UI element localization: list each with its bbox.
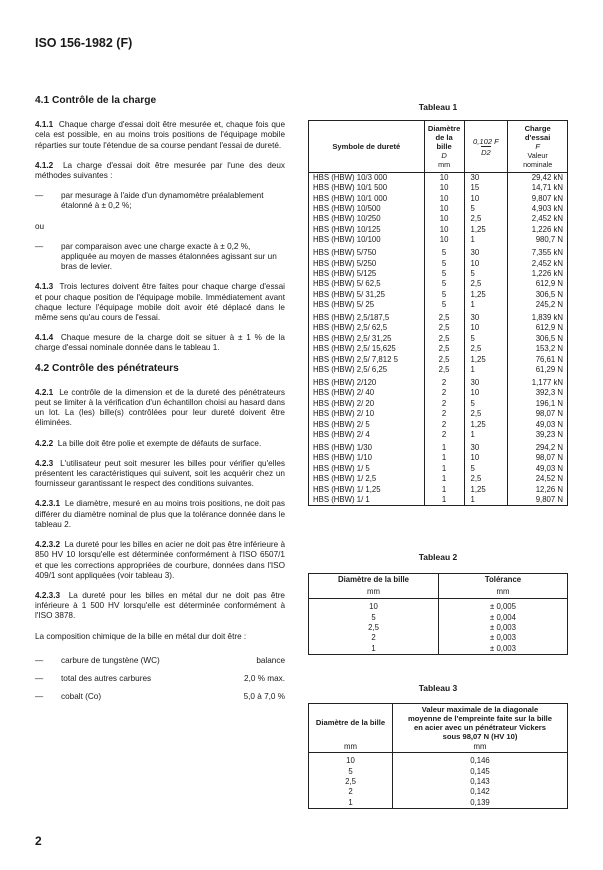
table-row xyxy=(309,173,568,184)
test-force-cell: 76,61 N xyxy=(535,354,563,364)
hardness-symbol-cell: HBS (HBW) 2/ 20 xyxy=(309,399,425,409)
table-row xyxy=(309,258,568,268)
table-row xyxy=(309,334,568,344)
ratio-cell: 30 xyxy=(464,245,508,258)
diameter-cell: 1 xyxy=(309,644,439,655)
test-force-cell: 9,807 kN xyxy=(531,193,563,203)
table1-header-charge: Charge d'essai F Valeur nominale xyxy=(508,121,568,173)
ball-diameter-cell: 1 xyxy=(424,474,464,484)
paragraph-4-2-2: 4.2.2 La bille doit être polie et exempte de défauts de surface. xyxy=(35,438,262,448)
table-row xyxy=(309,644,568,655)
table-row xyxy=(309,375,568,388)
ratio-cell: 5 xyxy=(464,464,508,474)
ratio-cell: 2,5 xyxy=(464,214,508,224)
table2-header-tolerance: Tolérance xyxy=(484,575,522,585)
table3-unit-diagonal: mm xyxy=(393,742,568,753)
hardness-symbol-cell: HBS (HBW) 5/750 xyxy=(309,245,425,258)
ratio-cell: 1 xyxy=(464,300,508,310)
hardness-symbol-cell: HBS (HBW) 5/250 xyxy=(309,258,425,268)
ball-diameter-cell: 2,5 xyxy=(424,354,464,364)
table-row xyxy=(309,798,568,809)
ratio-cell: 2,5 xyxy=(464,344,508,354)
test-force-cell: 306,5 N xyxy=(535,333,563,343)
hardness-symbol-cell: HBS (HBW) 5/ 31,25 xyxy=(309,290,425,300)
paragraph-4-1-2: 4.1.2 La charge d'essai doit être mesurée par l'une des deux méthodes suivantes : xyxy=(35,160,285,181)
left-column xyxy=(35,96,285,706)
table-row xyxy=(309,753,568,767)
table1-header-diameter: Diamètre de la bille D mm xyxy=(424,121,464,173)
table-row xyxy=(309,300,568,310)
ball-diameter-cell: 1 xyxy=(424,453,464,463)
diagonal-cell: 0,146 xyxy=(470,756,490,766)
table3-header-diagonal: Valeur maximale de la diagonale moyenne de l'empreinte faite sur la bille en acier avec un pénétrateur Vickers sous 98,07 N (HV 10) xyxy=(407,704,553,741)
hardness-symbol-cell: HBS (HBW) 2/ 40 xyxy=(309,388,425,398)
table-row xyxy=(309,440,568,453)
ratio-cell: 1,25 xyxy=(464,290,508,300)
table2-unit-diameter: mm xyxy=(309,587,439,599)
test-force-cell: 29,42 kN xyxy=(531,173,563,182)
table-row xyxy=(309,623,568,633)
hardness-symbol-cell: HBS (HBW) 2/ 5 xyxy=(309,419,425,429)
hardness-symbol-cell: HBS (HBW) 2/ 10 xyxy=(309,409,425,419)
test-force-cell: 1,226 kN xyxy=(531,224,563,234)
tolerance-cell: ± 0,003 xyxy=(490,633,516,643)
table-row xyxy=(309,495,568,506)
table1 xyxy=(308,120,568,506)
ball-diameter-cell: 2,5 xyxy=(424,334,464,344)
ball-diameter-cell: 2 xyxy=(424,409,464,419)
table-row xyxy=(309,323,568,333)
paragraph-4-2-3: 4.2.3 L'utilisateur peut soit mesurer les billes pour vérifier qu'elles présentent les caractéristiques qui suivent, soit les acquérir chez un fournisseur garantissant le respect des conditions suivantes. xyxy=(35,458,285,489)
composition-intro: La composition chimique de la bille en métal dur doit être : xyxy=(35,631,247,641)
table2-unit-row xyxy=(309,587,568,599)
ratio-cell: 1,25 xyxy=(464,225,508,235)
table2-unit-tolerance: mm xyxy=(439,587,568,599)
diameter-cell: 10 xyxy=(309,753,393,767)
test-force-cell: 2,452 kN xyxy=(531,258,563,268)
hardness-symbol-cell: HBS (HBW) 2/120 xyxy=(309,375,425,388)
ratio-cell: 30 xyxy=(464,375,508,388)
table3-header-row xyxy=(309,704,568,742)
table2 xyxy=(308,573,568,655)
ball-diameter-cell: 1 xyxy=(424,440,464,453)
test-force-cell: 49,03 N xyxy=(535,463,563,473)
ball-diameter-cell: 10 xyxy=(424,204,464,214)
ratio-cell: 2,5 xyxy=(464,409,508,419)
hardness-symbol-cell: HBS (HBW) 1/10 xyxy=(309,453,425,463)
hardness-symbol-cell: HBS (HBW) 1/ 2,5 xyxy=(309,474,425,484)
diameter-cell: 10 xyxy=(309,599,439,613)
ball-diameter-cell: 10 xyxy=(424,183,464,193)
hardness-symbol-cell: HBS (HBW) 10/1 500 xyxy=(309,183,425,193)
table2-title: Tableau 2 xyxy=(418,552,458,562)
hardness-symbol-cell: HBS (HBW) 1/ 1,25 xyxy=(309,484,425,494)
paragraph-4-2-3-3: 4.2.3.3 La dureté pour les billes en métal dur ne doit pas être inférieure à 1 500 HV lorsqu'elle est déterminée conformément à l'ISO 3878. xyxy=(35,590,285,621)
table-row xyxy=(309,204,568,214)
diagonal-cell: 0,142 xyxy=(470,787,490,797)
table-row xyxy=(309,767,568,777)
paragraph-4-2-3-1: 4.2.3.1 Le diamètre, mesuré en au moins trois positions, ne doit pas différer du diamètre nominal de plus que la tolérance donnée dans le tableau 2. xyxy=(35,499,285,529)
composition-item: — cobalt (Co) 5,0 à 7,0 % xyxy=(35,691,285,701)
table1-header-symbol: Symbole de dureté xyxy=(309,121,425,173)
test-force-cell: 7,355 kN xyxy=(531,248,563,258)
test-force-cell: 24,52 N xyxy=(535,474,563,484)
table2-header-diameter: Diamètre de la bille xyxy=(309,574,439,587)
hardness-symbol-cell: HBS (HBW) 2,5/ 31,25 xyxy=(309,334,425,344)
paragraph-4-2-3-2: 4.2.3.2 La dureté pour les billes en acier ne doit pas être inférieure à 850 HV 10 lorsqu'elle est déterminée conformément à l'ISO 6507/1 et que les corrections appropriées de courbure, données dans l'ISO 409/1 sont appliquées (voir tableau 3). xyxy=(35,540,285,580)
test-force-cell: 306,5 N xyxy=(535,289,563,299)
test-force-cell: 392,3 N xyxy=(535,388,563,398)
ball-diameter-cell: 2 xyxy=(424,399,464,409)
ball-diameter-cell: 1 xyxy=(424,484,464,494)
hardness-symbol-cell: HBS (HBW) 5/ 25 xyxy=(309,300,425,310)
table-row xyxy=(309,474,568,484)
hardness-symbol-cell: HBS (HBW) 2,5/ 62,5 xyxy=(309,323,425,333)
table-row xyxy=(309,225,568,235)
table-row xyxy=(309,613,568,623)
ratio-cell: 2,5 xyxy=(464,474,508,484)
hardness-symbol-cell: HBS (HBW) 10/100 xyxy=(309,235,425,245)
table-row xyxy=(309,290,568,300)
ratio-cell: 30 xyxy=(464,310,508,323)
table2-header-row xyxy=(309,574,568,587)
hardness-symbol-cell: HBS (HBW) 5/125 xyxy=(309,269,425,279)
diagonal-cell: 0,145 xyxy=(470,766,490,776)
ratio-cell: 1 xyxy=(464,430,508,440)
table-row xyxy=(309,344,568,354)
test-force-cell: 294,2 N xyxy=(535,443,563,453)
table-row xyxy=(309,777,568,787)
paragraph-4-1-3: 4.1.3 Trois lectures doivent être faites pour chaque charge d'essai et pour chaque position de l'équipage mobile. Immédiatement avant chaque lecture l'équipage mobile doit avoir été déplacé dans le même sens qu'au cours de l'essai. xyxy=(35,282,285,323)
diameter-cell: 2 xyxy=(309,787,393,797)
section-title-4-1: 4.1 Contrôle de la charge xyxy=(35,95,157,106)
table3-header-diameter: Diamètre de la bille xyxy=(309,704,393,742)
hardness-symbol-cell: HBS (HBW) 10/1 000 xyxy=(309,193,425,203)
ratio-cell: 5 xyxy=(464,204,508,214)
ratio-cell: 5 xyxy=(464,334,508,344)
diameter-cell: 5 xyxy=(309,613,439,623)
ball-diameter-cell: 5 xyxy=(424,290,464,300)
table-row xyxy=(309,464,568,474)
ratio-cell: 15 xyxy=(464,183,508,193)
ratio-cell: 1 xyxy=(464,365,508,375)
list-item: — par comparaison avec une charge exacte à ± 0,2 %, appliquée au moyen de masses étalonnées agissant sur un bras de levier. xyxy=(35,241,277,272)
test-force-cell: 39,23 N xyxy=(535,430,563,439)
table-row xyxy=(309,235,568,245)
test-force-cell: 98,07 N xyxy=(535,453,563,463)
list-item: — par mesurage à l'aide d'un dynamomètre préalablement étalonné à ± 0,2 %; xyxy=(35,191,264,211)
table-row xyxy=(309,484,568,494)
ball-diameter-cell: 10 xyxy=(424,235,464,245)
diagonal-cell: 0,143 xyxy=(470,777,490,787)
table-row xyxy=(309,365,568,375)
ratio-cell: 10 xyxy=(464,193,508,203)
ratio-cell: 10 xyxy=(464,258,508,268)
table-row xyxy=(309,453,568,463)
diameter-cell: 1 xyxy=(309,798,393,809)
ball-diameter-cell: 2,5 xyxy=(424,310,464,323)
hardness-symbol-cell: HBS (HBW) 2,5/187,5 xyxy=(309,310,425,323)
ball-diameter-cell: 5 xyxy=(424,269,464,279)
ball-diameter-cell: 2 xyxy=(424,430,464,440)
ball-diameter-cell: 10 xyxy=(424,173,464,184)
ball-diameter-cell: 5 xyxy=(424,300,464,310)
ratio-cell: 2,5 xyxy=(464,279,508,289)
test-force-cell: 2,452 kN xyxy=(531,214,563,224)
connector-ou: ou xyxy=(35,221,45,231)
ball-diameter-cell: 2 xyxy=(424,419,464,429)
test-force-cell: 980,7 N xyxy=(535,235,563,245)
hardness-symbol-cell: HBS (HBW) 10/125 xyxy=(309,225,425,235)
ratio-cell: 30 xyxy=(464,173,508,184)
ball-diameter-cell: 5 xyxy=(424,279,464,289)
table-row xyxy=(309,245,568,258)
diameter-cell: 5 xyxy=(309,767,393,777)
table-row xyxy=(309,430,568,440)
test-force-cell: 153,2 N xyxy=(535,344,563,354)
test-force-cell: 245,2 N xyxy=(535,300,563,310)
table-row xyxy=(309,399,568,409)
table3-title: Tableau 3 xyxy=(418,683,458,693)
hardness-symbol-cell: HBS (HBW) 2,5/ 15,625 xyxy=(309,344,425,354)
ball-diameter-cell: 5 xyxy=(424,258,464,268)
paragraph-4-2-1: 4.2.1 Le contrôle de la dimension et de la dureté des pénétrateurs peut se limiter à la vérification d'un échantillon choisi au hasard dans un lot. La (les) bille(s) contrôlées pour leur dureté doivent être éliminées. xyxy=(35,387,285,428)
test-force-cell: 61,29 N xyxy=(535,365,563,375)
section-title-4-2: 4.2 Contrôle des pénétrateurs xyxy=(35,362,179,374)
diameter-cell: 2,5 xyxy=(309,777,393,787)
ratio-cell: 10 xyxy=(464,323,508,333)
test-force-cell: 9,807 N xyxy=(535,494,563,504)
hardness-symbol-cell: HBS (HBW) 1/ 1 xyxy=(309,495,425,506)
hardness-symbol-cell: HBS (HBW) 2/ 4 xyxy=(309,430,425,440)
table1-header-row xyxy=(309,121,568,173)
ball-diameter-cell: 1 xyxy=(424,464,464,474)
ratio-cell: 5 xyxy=(464,399,508,409)
hardness-symbol-cell: HBS (HBW) 5/ 62,5 xyxy=(309,279,425,289)
test-force-cell: 612,9 N xyxy=(535,279,563,289)
ball-diameter-cell: 2 xyxy=(424,375,464,388)
hardness-symbol-cell: HBS (HBW) 1/30 xyxy=(309,440,425,453)
table3-unit-diameter: mm xyxy=(309,742,393,753)
test-force-cell: 14,71 kN xyxy=(531,183,563,193)
table1-title: Tableau 1 xyxy=(418,102,458,112)
table-row xyxy=(309,354,568,364)
table-row xyxy=(309,183,568,193)
ball-diameter-cell: 10 xyxy=(424,225,464,235)
ball-diameter-cell: 2,5 xyxy=(424,344,464,354)
test-force-cell: 98,07 N xyxy=(535,409,563,419)
ratio-cell: 30 xyxy=(464,440,508,453)
ball-diameter-cell: 2,5 xyxy=(424,365,464,375)
tolerance-cell: ± 0,003 xyxy=(490,643,516,653)
test-force-cell: 1,177 kN xyxy=(531,378,563,388)
ratio-cell: 10 xyxy=(464,388,508,398)
tolerance-cell: ± 0,003 xyxy=(490,623,516,633)
composition-item: — total des autres carbures 2,0 % max. xyxy=(35,673,285,683)
test-force-cell: 1,226 kN xyxy=(531,268,563,278)
ball-diameter-cell: 10 xyxy=(424,193,464,203)
table-row xyxy=(309,193,568,203)
test-force-cell: 196,1 N xyxy=(535,398,563,408)
tolerance-cell: ± 0,005 xyxy=(490,602,516,612)
ball-diameter-cell: 2 xyxy=(424,388,464,398)
ball-diameter-cell: 1 xyxy=(424,495,464,506)
ratio-cell: 10 xyxy=(464,453,508,463)
ball-diameter-cell: 2,5 xyxy=(424,323,464,333)
ratio-cell: 1,25 xyxy=(464,419,508,429)
ball-diameter-cell: 10 xyxy=(424,214,464,224)
hardness-symbol-cell: HBS (HBW) 10/500 xyxy=(309,204,425,214)
table-row xyxy=(309,310,568,323)
ratio-cell: 1 xyxy=(464,495,508,506)
test-force-cell: 612,9 N xyxy=(535,323,563,333)
table-row xyxy=(309,214,568,224)
table-row xyxy=(309,419,568,429)
hardness-symbol-cell: HBS (HBW) 10/250 xyxy=(309,214,425,224)
document-header: ISO 156-1982 (F) xyxy=(35,36,133,50)
tolerance-cell: ± 0,004 xyxy=(490,612,516,622)
table-row xyxy=(309,409,568,419)
test-force-cell: 1,839 kN xyxy=(531,313,563,323)
diameter-cell: 2,5 xyxy=(309,623,439,633)
table-row xyxy=(309,388,568,398)
ratio-cell: 1,25 xyxy=(464,354,508,364)
ratio-cell: 1 xyxy=(464,235,508,245)
test-force-cell: 49,03 N xyxy=(535,419,563,429)
test-force-cell: 4,903 kN xyxy=(531,203,563,213)
ratio-cell: 5 xyxy=(464,269,508,279)
test-force-cell: 12,26 N xyxy=(535,484,563,494)
paragraph-4-1-4: 4.1.4 Chaque mesure de la charge doit se situer à ± 1 % de la charge d'essai nominale donnée dans le tableau 1. xyxy=(35,333,285,353)
hardness-symbol-cell: HBS (HBW) 1/ 5 xyxy=(309,464,425,474)
hardness-symbol-cell: HBS (HBW) 2,5/ 6,25 xyxy=(309,365,425,375)
paragraph-4-1-1: 4.1.1 Chaque charge d'essai doit être mesurée et, chaque fois que cela est possible, en au moins trois positions de l'équipage mobile réparties sur toute l'étendue de sa course pendant l'essai de dureté. xyxy=(35,120,285,150)
table-row xyxy=(309,787,568,797)
composition-item: — carbure de tungstène (WC) balance xyxy=(35,655,285,665)
table3-unit-row xyxy=(309,742,568,753)
table-row xyxy=(309,279,568,289)
ball-diameter-cell: 5 xyxy=(424,245,464,258)
page-number: 2 xyxy=(35,834,42,848)
table-row xyxy=(309,633,568,643)
table-row xyxy=(309,599,568,613)
diagonal-cell: 0,139 xyxy=(470,797,490,807)
table-row xyxy=(309,269,568,279)
hardness-symbol-cell: HBS (HBW) 2,5/ 7,812 5 xyxy=(309,354,425,364)
diameter-cell: 2 xyxy=(309,633,439,643)
ratio-cell: 1,25 xyxy=(464,484,508,494)
table3 xyxy=(308,703,568,809)
hardness-symbol-cell: HBS (HBW) 10/3 000 xyxy=(309,173,425,184)
table1-header-ratio: 0,102 F D2 xyxy=(464,121,508,173)
